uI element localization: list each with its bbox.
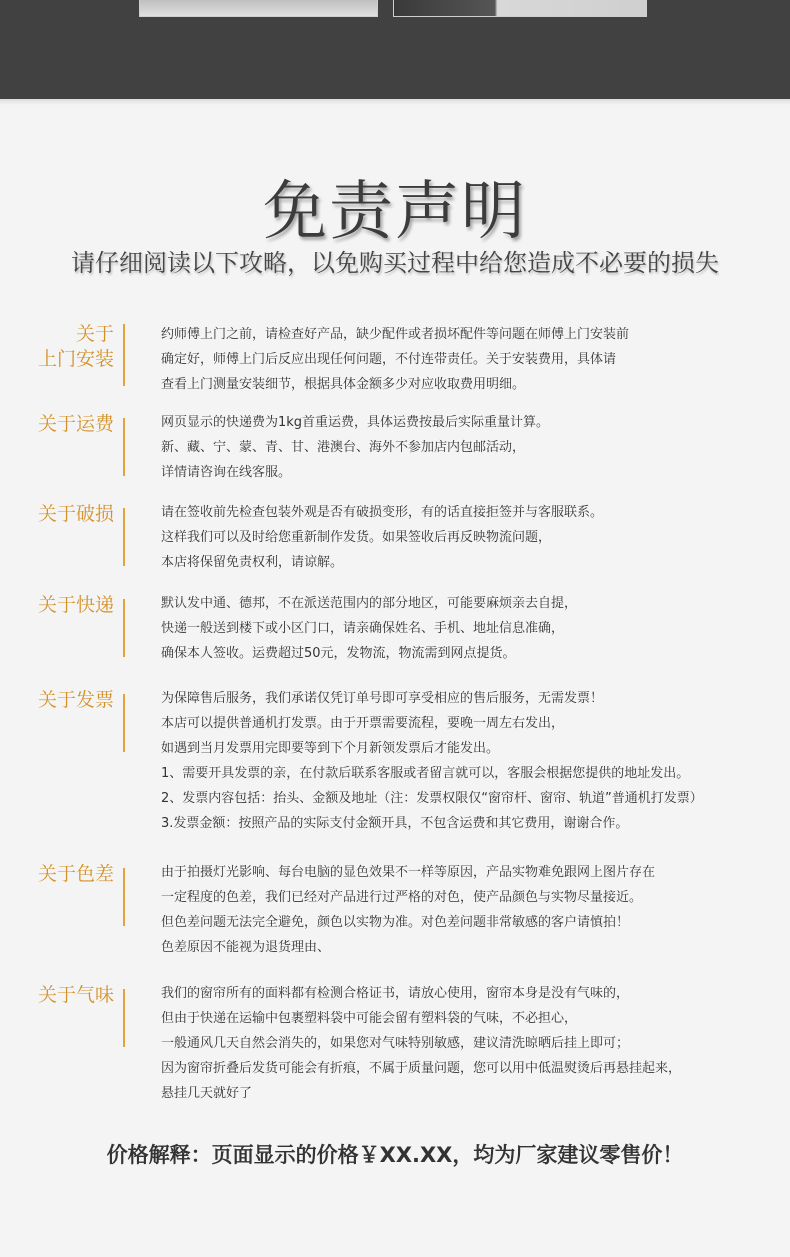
body-line: 一般通风几天自然会消失的，如果您对气味特别敏感，建议清洗晾晒后挂上即可； [161,1036,630,1051]
body-line: 这样我们可以及时给您重新制作发货。如果签收后再反映物流问题， [161,530,552,545]
body-line: 但由于快递在运输中包裹塑料袋中可能会留有塑料袋的气味，不必担心， [161,1011,578,1026]
section-label-line: 关于快递 [37,594,114,616]
section-label-line: 关于气味 [37,984,114,1006]
body-line: 本店可以提供普通机打发票。由于开票需要流程，要晚一周左右发出， [161,716,565,731]
section-body [161,410,786,485]
section-label-line: 关于色差 [37,863,114,885]
section-divider [123,694,125,752]
body-line: 由于拍摄灯光影响、每台电脑的显色效果不一样等原因，产品实物难免跟网上图片存在 [161,865,656,880]
section-label-line: 关于 [75,323,114,345]
section-body [161,860,786,960]
body-line: 因为窗帘折叠后发货可能会有折痕，不属于质量问题，您可以用中低温熨烫后再悬挂起来， [161,1061,682,1076]
section-label [38,412,114,437]
section-divider [123,868,125,926]
body-line: 确保本人签收。运费超过50元，发物流，物流需到网点提货。 [161,646,516,661]
body-line: 详情请咨询在线客服。 [161,465,292,480]
section-label-line: 关于破损 [37,503,114,525]
product-thumbnail-right [393,0,647,17]
body-line: 2、发票内容包括：抬头、金额及地址（注：发票权限仅“窗帘杆、窗帘、轨道”普通机打发票） [161,791,703,806]
section-label-line: 关于发票 [37,689,114,711]
body-line: 约师傅上门之前，请检查好产品，缺少配件或者损坏配件等问题在师傅上门安装前 [161,327,630,342]
body-line: 本店将保留免责权利，请谅解。 [161,555,344,570]
section-body [161,686,786,836]
section-divider [123,989,125,1047]
section-label [38,593,114,618]
product-thumbnail-left [139,0,378,17]
section-label [38,322,114,372]
body-line: 1、需要开具发票的亲，在付款后联系客服或者留言就可以，客服会根据您提供的地址发出。 [161,766,690,781]
body-line: 我们的窗帘所有的面料都有检测合格证书，请放心使用，窗帘本身是没有气味的， [161,986,630,1001]
body-line: 网页显示的快递费为1kg首重运费，具体运费按最后实际重量计算。 [161,415,550,430]
body-line: 确定好，师傅上门后反应出现任何问题，不付连带责任。关于安装费用，具体请 [161,352,617,367]
section-divider [123,599,125,657]
page-subtitle: 请仔细阅读以下攻略，以免购买过程中给您造成不必要的损失 [71,249,719,277]
section-body [161,591,786,666]
body-line: 悬挂几天就好了 [161,1086,253,1101]
section-label-line: 上门安装 [37,348,114,370]
section-label [38,688,114,713]
section-divider [123,508,125,566]
section-body [161,500,786,575]
section-divider [123,324,125,386]
body-line: 一定程度的色差，我们已经对产品进行过严格的对色，使产品颜色与实物尽量接近。 [161,890,643,905]
body-line: 3.发票金额：按照产品的实际支付金额开具，不包含运费和其它费用，谢谢合作。 [161,816,629,831]
top-image-band [0,0,790,99]
body-line: 为保障售后服务，我们承诺仅凭订单号即可享受相应的售后服务，无需发票！ [161,691,604,706]
band-shadow [0,99,790,105]
body-line: 色差原因不能视为退货理由、 [161,940,331,955]
body-line: 快递一般送到楼下或小区门口，请亲确保姓名、手机、地址信息准确， [161,621,565,636]
section-label [38,502,114,527]
section-divider [123,418,125,476]
body-line: 如遇到当月发票用完即要等到下个月新领发票后才能发出。 [161,741,500,756]
body-line: 新、藏、宁、蒙、青、甘、港澳台、海外不参加店内包邮活动， [161,440,526,455]
section-label-line: 关于运费 [37,413,114,435]
price-explanation: 价格解释：页面显示的价格￥XX.XX，均为厂家建议零售价！ [106,1143,684,1167]
page-title: 免责声明 [263,175,527,249]
body-line: 请在签收前先检查包装外观是否有破损变形，有的话直接拒签并与客服联系。 [161,505,604,520]
body-line: 默认发中通、德邦，不在派送范围内的部分地区，可能要麻烦亲去自提， [161,596,578,611]
section-body [161,981,786,1106]
section-label [38,983,114,1008]
section-body [161,322,786,397]
body-line: 但色差问题无法完全避免，颜色以实物为准。对色差问题非常敏感的客户请慎拍！ [161,915,630,930]
section-label [38,862,114,887]
body-line: 查看上门测量安装细节，根据具体金额多少对应收取费用明细。 [161,377,526,392]
